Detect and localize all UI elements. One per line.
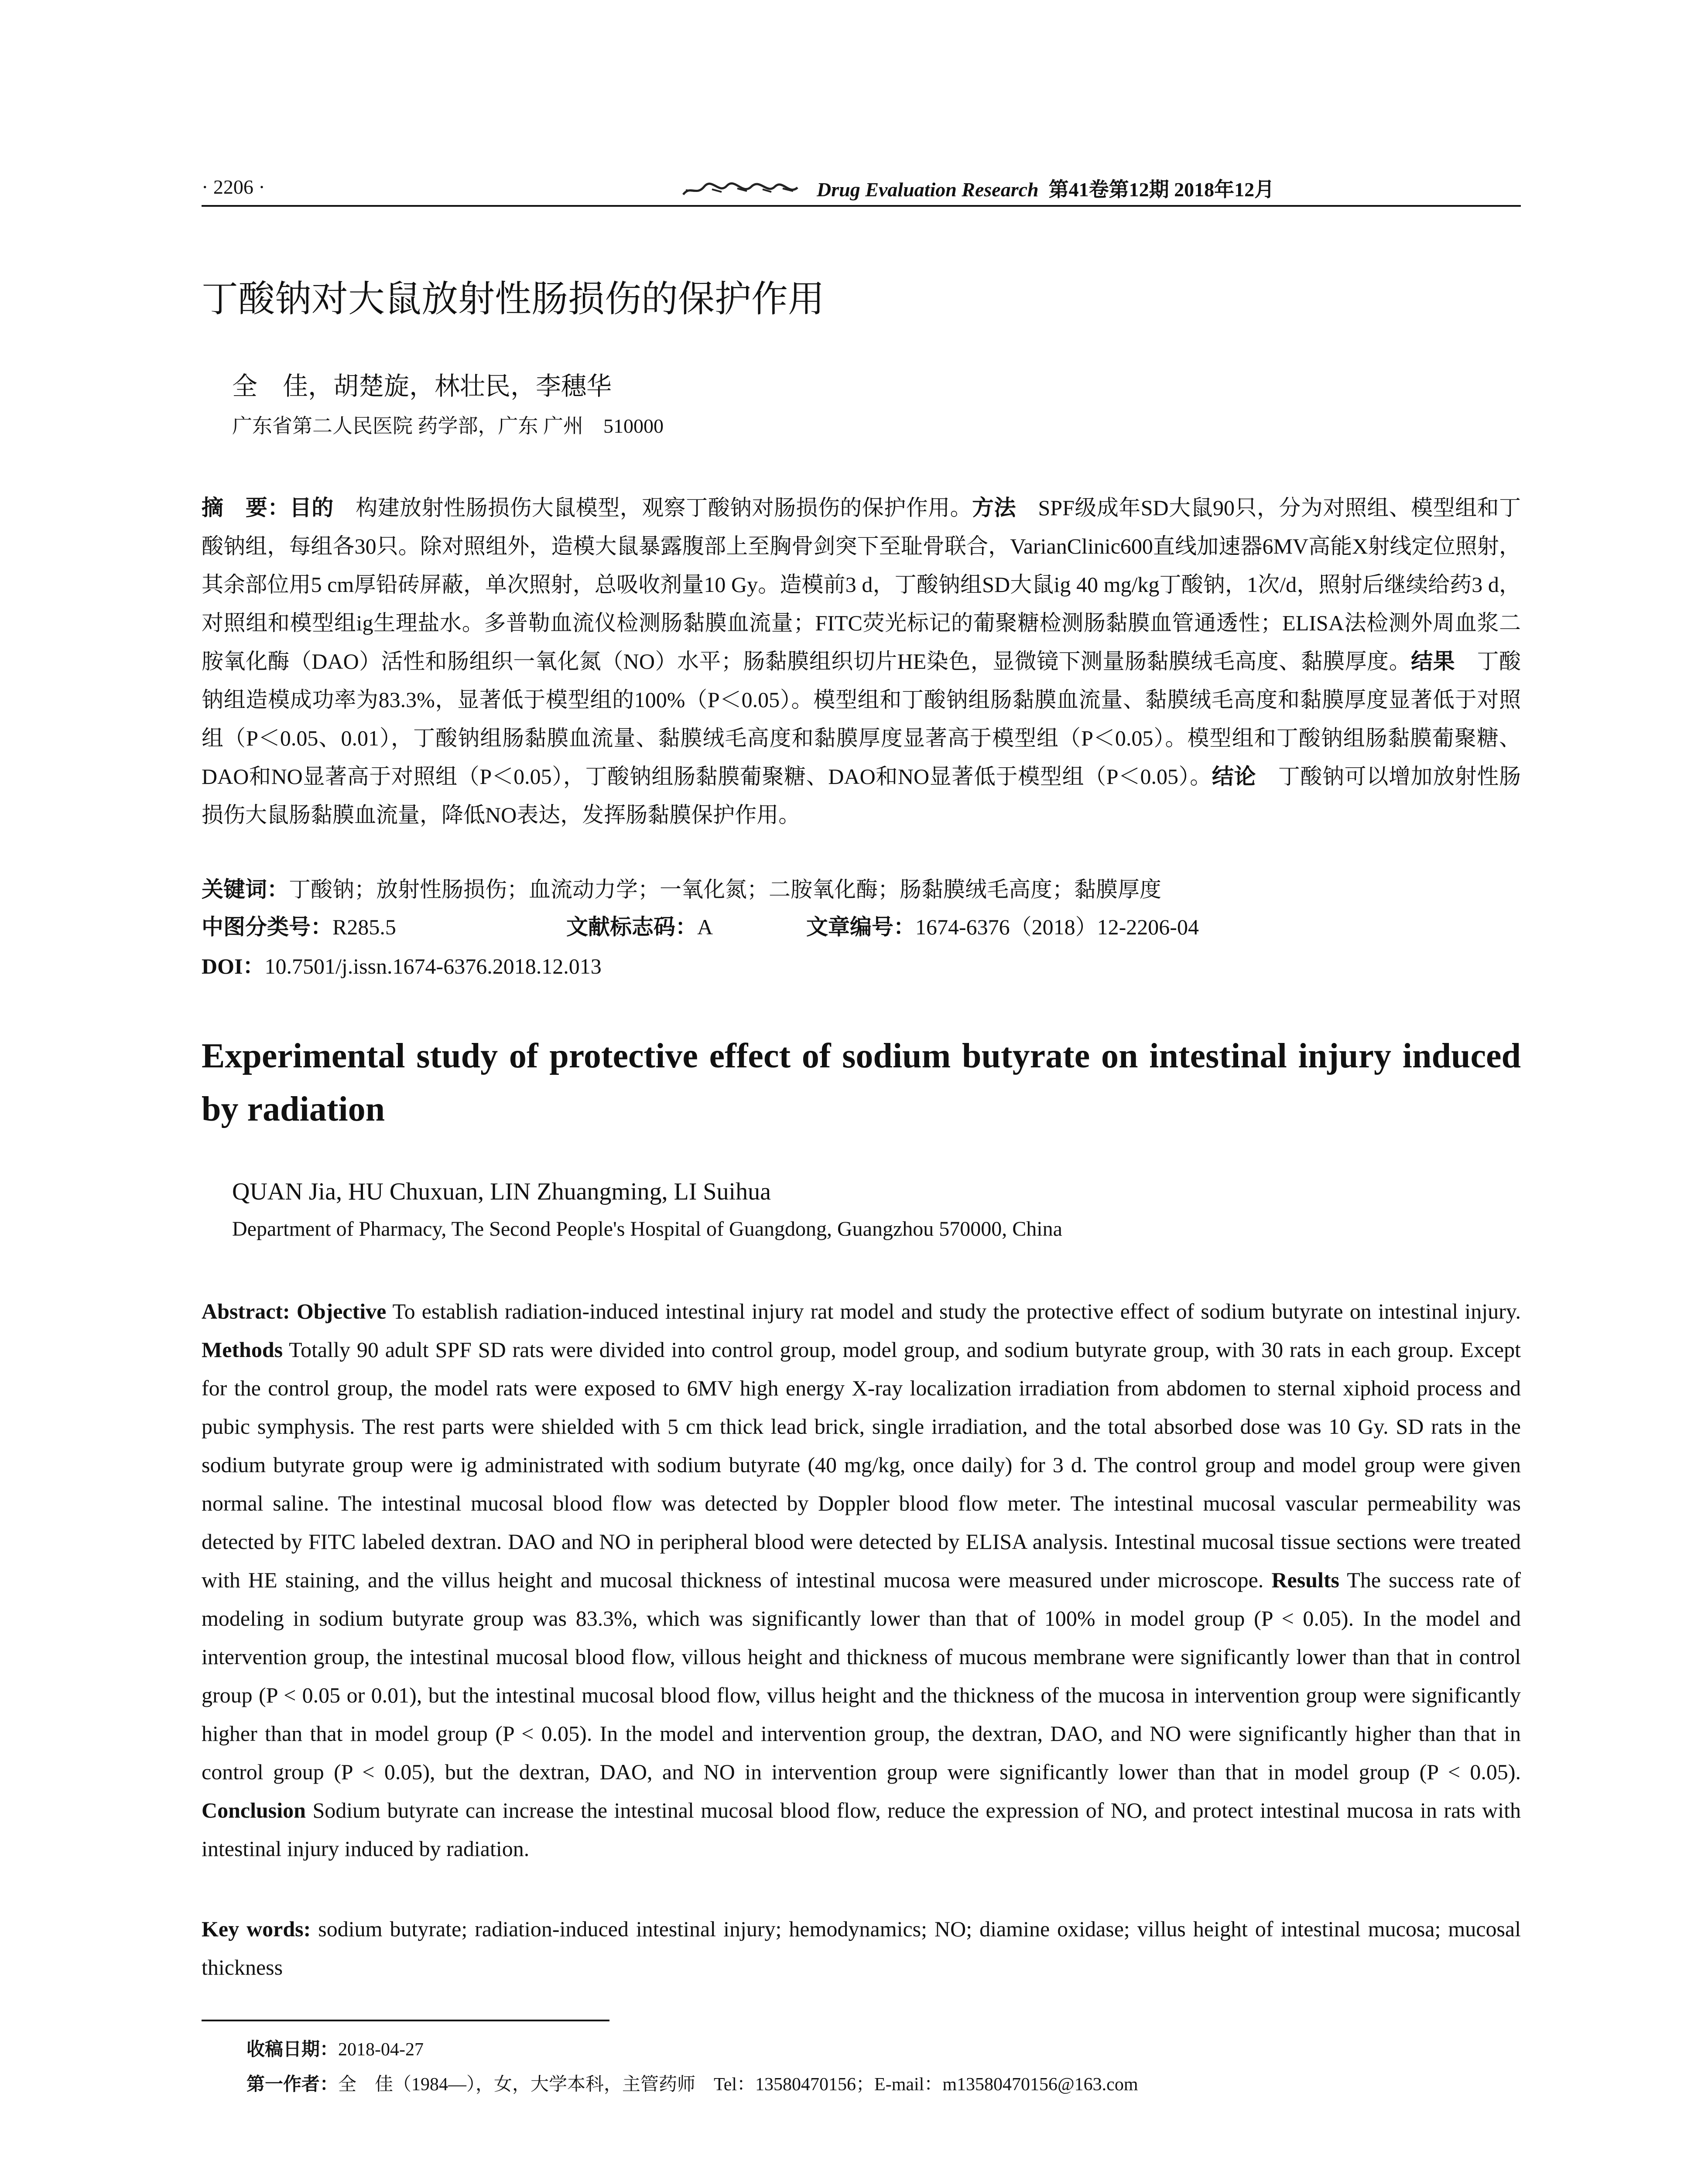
- en-abstract: [202, 1292, 1521, 1868]
- running-header: [202, 174, 1521, 204]
- cn-keywords: [202, 870, 1521, 909]
- en-objective-text: To establish radiation-induced intestinal injury rat model and study the protective effect of sodium butyrate on intestinal injury.: [386, 1299, 1521, 1323]
- cn-clc-label: 中图分类号：: [202, 914, 332, 940]
- cn-objective-text: 构建放射性肠损伤大鼠模型，观察丁酸钠对肠损伤的保护作用。: [333, 496, 972, 520]
- en-affiliation: Department of Pharmacy, The Second People's Hospital of Guangdong, Guangzhou 570000, China: [232, 1217, 1062, 1241]
- cn-keywords-label: 关键词：: [202, 877, 289, 902]
- en-keywords-text: sodium butyrate; radiation-induced intestinal injury; hemodynamics; NO; diamine oxidase; villus height of intestinal mucosa; mucosal thickness: [202, 1917, 1521, 1979]
- cn-authors: 全 佳，胡楚旋，林壮民，李穗华: [232, 372, 612, 400]
- cn-abstract: [202, 489, 1521, 834]
- cn-doi: [202, 949, 602, 980]
- cn-doc-code: [566, 909, 713, 941]
- cn-affiliation: 广东省第二人民医院 药学部，广东 广州 510000: [232, 415, 664, 437]
- en-keywords: [202, 1910, 1521, 1986]
- en-methods-label: Methods: [202, 1337, 283, 1362]
- cn-title: 丁酸钠对大鼠放射性肠损伤的保护作用: [202, 277, 825, 320]
- cn-keywords-text: 丁酸钠；放射性肠损伤；血流动力学；一氧化氮；二胺氧化酶；肠黏膜绒毛高度；黏膜厚度: [289, 877, 1161, 902]
- journal-issue: 第41卷第12期 2018年12月: [1048, 178, 1275, 201]
- cn-article-no: [806, 909, 1199, 941]
- cn-article-no-label: 文章编号：: [806, 914, 915, 940]
- first-author-info: 全 佳（1984—），女，大学本科，主管药师 Tel：13580470156；E-mail：m13580470156@163.com: [338, 2075, 1138, 2095]
- header-rule: [202, 205, 1521, 207]
- cn-methods-text: SPF级成年SD大鼠90只，分为对照组、模型组和丁酸钠组，每组各30只。除对照组外，造模大鼠暴露腹部上至胸骨剑突下至耻骨联合，VarianClinic600直线加速器6MV高能X射线定位照射，其余部位用5 cm厚铅砖屏蔽，单次照射，总吸收剂量10 Gy。造模前3 d，丁酸钠组SD大鼠ig 40 mg/kg丁酸钠，1次/d，照射后继续给药3 d，对照组和模型组ig生理盐水。多普勒血流仪检测肠黏膜血流量；FITC荧光标记的葡聚糖检测肠黏膜血管通透性；ELISA法检测外周血浆二胺氧化酶（DAO）活性和肠组织一氧化氮（NO）水平；肠黏膜组织切片HE染色，显微镜下测量肠黏膜绒毛高度、黏膜厚度。: [202, 496, 1521, 673]
- cn-conclusion-text: 丁酸钠可以增加放射性肠损伤大鼠肠黏膜血流量，降低NO表达，发挥肠黏膜保护作用。: [202, 764, 1521, 827]
- en-results-label: Results: [1271, 1568, 1340, 1592]
- cn-conclusion-label: 结论: [1212, 764, 1256, 789]
- cn-doi-value: 10.7501/j.issn.1674-6376.2018.12.013: [264, 954, 602, 978]
- cn-clc-value: R285.5: [332, 915, 396, 939]
- en-conclusion-label: Conclusion: [202, 1798, 306, 1822]
- en-conclusion-text: Sodium butyrate can increase the intestinal mucosal blood flow, reduce the expression of NO, and protect intestinal mucosa in rats with intestinal injury induced by radiation.: [202, 1798, 1521, 1861]
- cn-doc-code-label: 文献标志码：: [566, 914, 697, 940]
- cn-results-text: 丁酸钠组造模成功率为83.3%，显著低于模型组的100%（P＜0.05）。模型组和丁酸钠组肠黏膜血流量、黏膜绒毛高度和黏膜厚度显著低于对照组（P＜0.05、0.01），丁酸钠组肠黏膜血流量、黏膜绒毛高度和黏膜厚度显著高于模型组（P＜0.05）。模型组和丁酸钠组肠黏膜葡聚糖、DAO和NO显著高于对照组（P＜0.05），丁酸钠组肠黏膜葡聚糖、DAO和NO显著低于模型组（P＜0.05）。: [202, 649, 1521, 789]
- received-date: 2018-04-27: [338, 2040, 424, 2060]
- cn-objective-label: 目的: [289, 495, 334, 520]
- cn-clc: [202, 909, 396, 941]
- en-keywords-label: Key words:: [202, 1917, 311, 1941]
- cn-doc-code-value: A: [697, 915, 713, 939]
- journal-logo-icon: [681, 181, 799, 199]
- cn-abstract-label: 摘 要：: [202, 495, 290, 520]
- footnote-rule: [202, 2020, 609, 2021]
- page-number: · 2206 ·: [202, 176, 265, 198]
- cn-doi-label: DOI：: [202, 954, 265, 978]
- cn-results-label: 结果: [1411, 649, 1455, 674]
- en-authors: QUAN Jia, HU Chuxuan, LIN Zhuangming, LI Suihua: [232, 1178, 771, 1205]
- journal-banner: [681, 174, 1274, 202]
- en-results-text: The success rate of modeling in sodium butyrate group was 83.3%, which was significantly lower than that of 100% in model group (P < 0.05). In the model and intervention group, the intestinal mucosal blood flow, villous height and thickness of mucous membrane were significantly lower than that in control group (P < 0.05 or 0.01), but the intestinal mucosal blood flow, villus height and the thickness of the mucosa in intervention group were significantly higher than that in model group (P < 0.05). In the model and intervention group, the dextran, DAO, and NO were significantly higher than that in control group (P < 0.05), but the dextran, DAO, and NO in intervention group were significantly lower than that in model group (P < 0.05).: [202, 1568, 1521, 1784]
- journal-name-en: Drug Evaluation Research: [817, 178, 1039, 201]
- first-author-label: 第一作者：: [246, 2073, 339, 2095]
- received-label: 收稿日期：: [246, 2038, 339, 2060]
- footnote-received: [246, 2035, 424, 2061]
- en-methods-text: Totally 90 adult SPF SD rats were divided into control group, model group, and sodium butyrate group, with 30 rats in each group. Except for the control group, the model rats were exposed to 6MV high energy X-ray localization irradiation from abdomen to sternal xiphoid process and pubic symphysis. The rest parts were shielded with 5 cm thick lead brick, single irradiation, and the total absorbed dose was 10 Gy. SD rats in the sodium butyrate group were ig administrated with sodium butyrate (40 mg/kg, once daily) for 3 d. The control group and model group were given normal saline. The intestinal mucosal blood flow was detected by Doppler blood flow meter. The intestinal mucosal vascular permeability was detected by FITC labeled dextran. DAO and NO in peripheral blood were detected by ELISA analysis. Intestinal mucosal tissue sections were treated with HE staining, and the villus height and mucosal thickness of intestinal mucosa were measured under microscope.: [202, 1337, 1521, 1592]
- footnote-first-author: [246, 2070, 1138, 2096]
- en-abstract-label: Abstract: Objective: [202, 1299, 387, 1323]
- cn-methods-label: 方法: [972, 495, 1017, 520]
- en-title: Experimental study of protective effect of sodium butyrate on intestinal injury induced by radiation: [202, 1037, 1521, 1128]
- cn-article-no-value: 1674-6376（2018）12-2206-04: [915, 915, 1199, 939]
